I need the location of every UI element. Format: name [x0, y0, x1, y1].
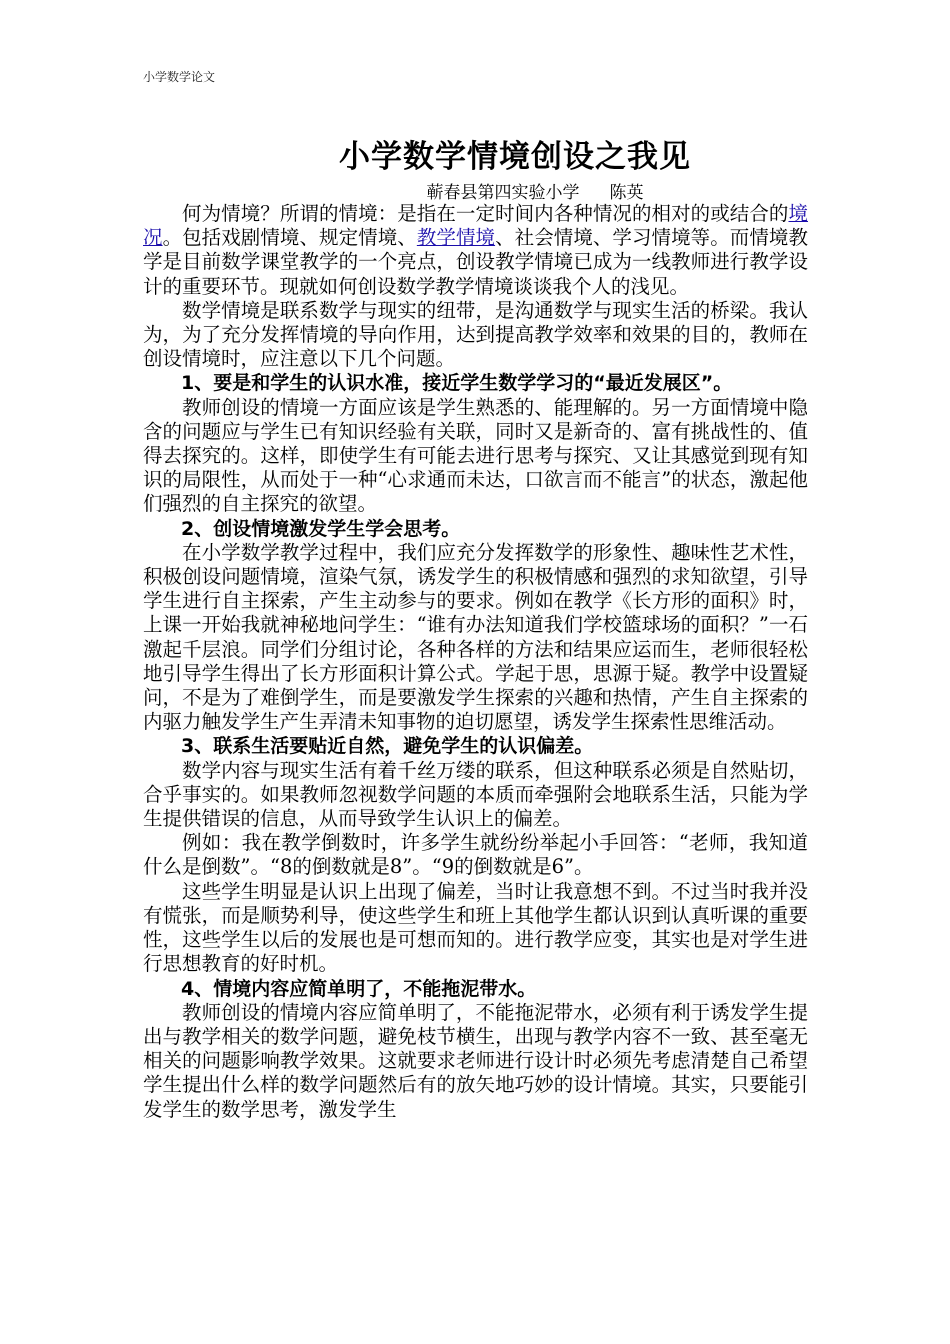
- section-heading: [143, 734, 808, 758]
- paragraph-text: 3、联系生活要贴近自然，避免学生的认识偏差。: [181, 735, 594, 758]
- inline-link[interactable]: 境况: [143, 202, 808, 250]
- paragraph: [143, 880, 808, 977]
- page-title: 小学数学情境创设之我见: [339, 139, 691, 175]
- paragraph: [143, 759, 808, 832]
- paragraph-text: 、社会情境、学习情境等。而情境教学是目前数学课堂教学的一个亮点，创设教学情境已成为一线教师进行教学设计的重要环节。现就如何创设数学教学情境谈谈我个人的浅见。: [143, 226, 808, 298]
- paragraph-text: 在小学数学教学过程中，我们应充分发挥数学的形象性、趣味性艺术性，积极创设问题情境，渲染气氛，诱发学生的积极情感和强烈的求知欲望，引导学生进行自主探索，产生主动参与的要求。例如在教学《长方形的面积》时，上课一开始我就神秘地问学生：“谁有办法知道我们学校篮球场的面积？”一石激起千层浪。同学们分组讨论，各种各样的方法和结果应运而生，老师很轻松地引导学生得出了长方形面积计算公式。学起于思，思源于疑。教学中设置疑问，不是为了难倒学生，而是要激发学生探索的兴趣和热情，产生自主探索的内驱力触发学生产生弄清未知事物的迫切愿望，诱发学生探索性思维活动。: [143, 540, 808, 734]
- paragraph-text: 数学情境是联系数学与现实的纽带，是沟通数学与现实生活的桥梁。我认为，为了充分发挥情境的导向作用，达到提高教学效率和效果的目的，教师在创设情境时，应注意以下几个问题。: [143, 298, 808, 371]
- paragraph-text: 例如：我在教学倒数时，许多学生就纷纷举起小手回答：“老师，我知道什么是倒数”。“8的倒数就是8”。“9的倒数就是6”。: [143, 831, 808, 879]
- section-heading: [143, 371, 808, 395]
- paragraph-text: 何为情境？所谓的情境：是指在一定时间内各种情况的相对的或结合的: [182, 202, 789, 225]
- section-heading: [143, 977, 808, 1001]
- paragraph-text: 这些学生明显是认识上出现了偏差，当时让我意想不到。不过当时我并没有慌张，而是顺势利导，使这些学生和班上其他学生都认识到认真听课的重要性，这些学生以后的发展也是可想而知的。进行教学应变，其实也是对学生进行思想教育的好时机。: [143, 879, 808, 976]
- paragraph-text: 1、要是和学生的认识水准，接近学生数学学习的“最近发展区”。: [181, 372, 733, 395]
- article-body: [143, 202, 808, 1122]
- paragraph: [143, 541, 808, 735]
- inline-link[interactable]: 教学情境: [416, 226, 496, 250]
- page-header: 小学数学论文: [143, 70, 216, 84]
- paragraph-text: 教师创设的情境内容应简单明了，不能拖泥带水，必须有利于诱发学生提出与教学相关的数学问题，避免枝节横生，出现与教学内容不一致、甚至毫无相关的问题影响教学效果。这就要求老师进行设计时必须先考虑清楚自己希望学生提出什么样的数学问题然后有的放矢地巧妙的设计情境。其实，只要能引发学生的数学思考，激发学生: [143, 1000, 808, 1121]
- paragraph-text: 教师创设的情境一方面应该是学生熟悉的、能理解的。另一方面情境中隐含的问题应与学生已有知识经验有关联，同时又是新奇的、富有挑战性的、值得去探究的。这样，即使学生有可能去进行思考与探究、又让其感觉到现有知识的局限性，从而处于一种“心求通而未达，口欲言而不能言”的状态，激起他们强烈的自主探究的欲望。: [143, 395, 808, 516]
- paragraph-text: 2、创设情境激发学生学会思考。: [181, 517, 461, 540]
- paragraph: [143, 299, 808, 372]
- paragraph: [143, 202, 808, 299]
- paragraph-text: 4、情境内容应简单明了，不能拖泥带水。: [181, 977, 537, 1000]
- paragraph: [143, 396, 808, 517]
- paragraph: [143, 831, 808, 879]
- paragraph: [143, 1001, 808, 1122]
- author-name: 陈英: [609, 183, 644, 203]
- paragraph-text: 数学内容与现实生活有着千丝万缕的联系，但这种联系必须是自然贴切，合乎事实的。如果教师忽视数学问题的本质而牵强附会地联系生活，只能为学生提供错误的信息，从而导致学生认识上的偏差。: [143, 758, 808, 831]
- section-heading: [143, 517, 808, 541]
- author-school: 蕲春县第四实验小学: [426, 183, 580, 203]
- paragraph-text: 。包括戏剧情境、规定情境、: [162, 226, 417, 250]
- author-line: [0, 178, 950, 203]
